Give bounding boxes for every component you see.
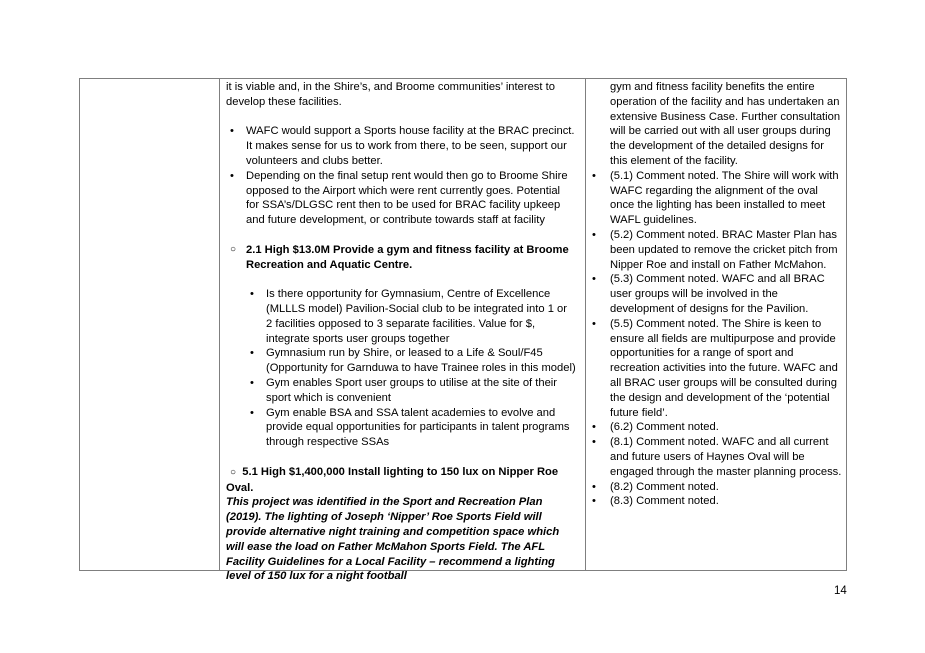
list-item: • WAFC would support a Sports house facility at the BRAC precinct. It makes sense for us to work from there, to be seen, support our volunteers and clubs better. (230, 125, 575, 167)
intro-text: it is viable and, in the Shire’s, and Broome communities’ interest to develop these facilities. (226, 81, 555, 108)
list-item: • Depending on the final setup rent would then go to Broome Shire opposed to the Airport which were rent currently goes. Potential for SSA’s/DLGSC rent then to be used for BRAC facility upkeep and future development, or contribute towards staff at facility (230, 169, 568, 227)
column-divider (585, 79, 586, 570)
list-item: • Gymnasium run by Shire, or leased to a Life & Soul/F45 (Opportunity for Garnduwa to have Trainee roles in this model) (250, 347, 576, 375)
list-item: • (8.3) Comment noted. (592, 495, 719, 508)
list-item: • (6.2) Comment noted. (592, 421, 719, 434)
response-intro: gym and fitness facility benefits the entire operation of the facility and has undertaken an extensive Business Case. Further consultation will be carried out with all user groups during the development of the detailed designs for this element of the facility. (610, 81, 841, 167)
list-item: • (5.1) Comment noted. The Shire will work with WAFC regarding the alignment of the oval once the lighting has been installed to meet WAFL guidelines. (592, 169, 839, 227)
list-item: • Gym enable BSA and SSA talent academies to evolve and provide equal opportunities for participants in talent programs through respective SSAs (250, 406, 570, 449)
list-item: • (8.2) Comment noted. (592, 480, 719, 493)
list-item: • (5.2) Comment noted. BRAC Master Plan has been updated to remove the cricket pitch from Nipper Roe and install on Father McMahon. (592, 228, 838, 271)
list-item: • (8.1) Comment noted. WAFC and all current and future users of Haynes Oval will be engaged through the master planning process. (592, 436, 842, 478)
section-heading-2-1: ○ 2.1 High $13.0M Provide a gym and fitness facility at Broome Recreation and Aquatic Centre. (230, 243, 569, 271)
section-heading-5-1: ○ 5.1 High $1,400,000 Install lighting to 150 lux on Nipper Roe Oval. (226, 465, 559, 494)
response-cell (590, 80, 842, 509)
submission-cell (226, 80, 576, 584)
section-5-1-text: This project was identified in the Sport and Recreation Plan (2019). The lighting of Joseph ‘Nipper’ Roe Sports Field will provide alternative night training and competition space which will ease the load on Father McMahon Sports Field. The AFL Facility Guidelines for a Local Facility – recommend a lighting level of 150 lux for a night football (226, 496, 560, 583)
list-item: • (5.5) Comment noted. The Shire is keen to ensure all fields are multipurpose and provide opportunities for a range of sport and recreation activities into the future. WAFC and all BRAC user groups will be consulted during the design and development of the ‘potential future field’. (592, 317, 838, 419)
comments-table (79, 78, 847, 583)
list-item: • Gym enables Sport user groups to utilise at the site of their sport which is convenient (250, 376, 558, 404)
list-item: • (5.3) Comment noted. WAFC and all BRAC user groups will be involved in the development of designs for the Pavilion. (592, 273, 825, 315)
list-item: • Is there opportunity for Gymnasium, Centre of Excellence (MLLLS model) Pavilion-Social club to be integrated into 1 or 2 facilities opposed to 3 separate facilities. Value for $, integrate sports user groups together (250, 288, 567, 345)
page-number: 14 (834, 585, 847, 597)
column-divider (219, 79, 220, 570)
